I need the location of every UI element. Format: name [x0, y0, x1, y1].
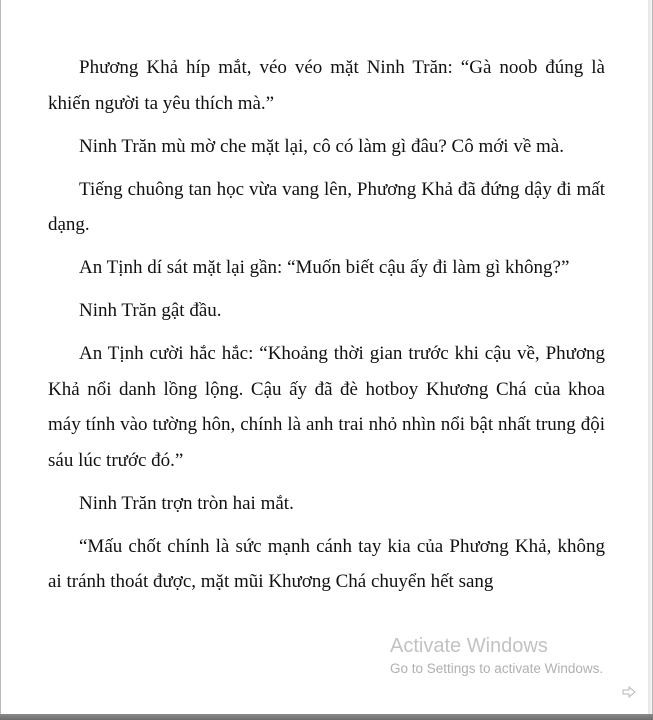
activate-windows-watermark: [390, 633, 603, 679]
paragraph-3: Tiếng chuông tan học vừa vang lên, Phương Khả đã đứng dậy đi mất dạng.: [48, 178, 605, 235]
paragraph-7: Ninh Trăn trợn tròn hai mắt.: [79, 492, 294, 514]
bottom-window-edge: [0, 714, 653, 720]
watermark-subtitle: Go to Settings to activate Windows.: [390, 661, 604, 676]
paragraph-4: An Tịnh dí sát mặt lại gần: “Muốn biết cậu ấy đi làm gì không?”: [79, 257, 570, 278]
watermark-title: Activate Windows: [390, 635, 548, 657]
paragraph-2: Ninh Trăn mù mờ che mặt lại, cô có làm gì đâu? Cô mới về mà.: [79, 135, 564, 157]
paragraph-5: Ninh Trăn gật đầu.: [79, 300, 222, 321]
paragraph-6: An Tịnh cười hắc hắc: “Khoảng thời gian trước khi cậu về, Phương Khả nổi danh lồng lộng. Cậu ấy đã đè hotboy Khương Chá của khoa máy tính vào tường hôn, chính là anh trai nhỏ nhìn nổi bật nhất trung đội sáu lúc trước đó.”: [48, 343, 605, 471]
page-edge-shadow: [648, 0, 652, 714]
scroll-arrow-icon[interactable]: [622, 686, 638, 698]
paragraph-8: “Mấu chốt chính là sức mạnh cánh tay kia của Phương Khả, không ai tránh thoát được, mặt mũi Khương Chá chuyển hết sang: [48, 535, 605, 592]
paragraph-1: Phương Khả híp mắt, véo véo mặt Ninh Trăn: “Gà noob đúng là khiến người ta yêu thích mà.”: [48, 57, 605, 114]
document-body: [48, 50, 605, 607]
